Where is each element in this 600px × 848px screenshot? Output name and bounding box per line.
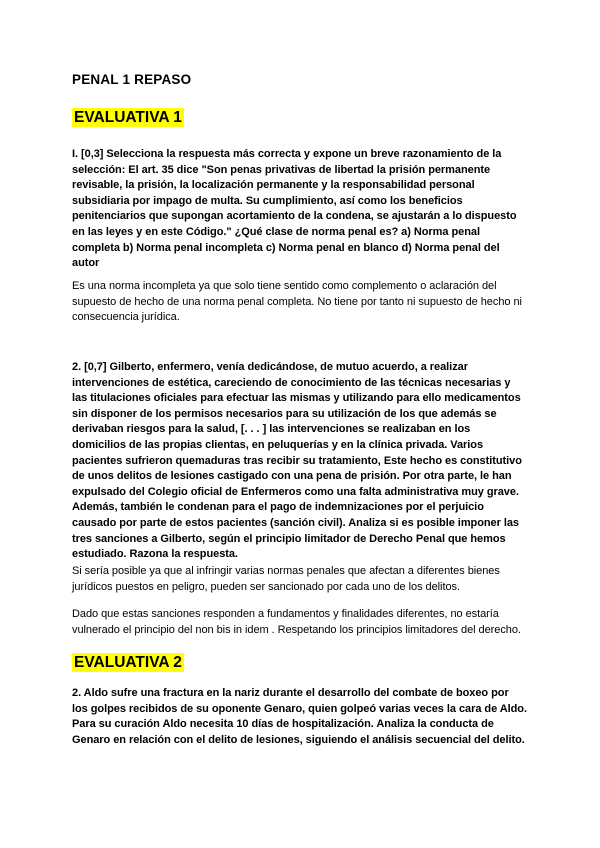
answer-2-paragraph-1: Si sería posible ya que al infringir varias normas penales que afectan a diferentes bienes jurídicos puestos en peligro, pueden ser sancionado por cada uno de los delitos. (72, 565, 500, 593)
document-title: PENAL 1 REPASO (72, 72, 192, 87)
question-3: 2. Aldo sufre una fractura en la nariz durante el desarrollo del combate de boxeo por los golpes recibidos de su oponente Genaro, quien golpeó varias veces la cara de Aldo. Para su curación Aldo necesita 10 días de hospitalización. Analiza la conducta de Genaro en relación con el delito de lesiones, siguiendo el análisis secuencial del delito. (72, 687, 527, 746)
answer-1: Es una norma incompleta ya que solo tiene sentido como complemento o aclaración del supuesto de hecho de una norma penal completa. No tiene por tanto ni supuesto de hecho ni consecuencia jurídica. (72, 280, 522, 324)
section-heading-evaluativa-2: EVALUATIVA 2 (74, 654, 182, 671)
section-heading-evaluativa-1: EVALUATIVA 1 (74, 109, 182, 126)
question-2: 2. [0,7] Gilberto, enfermero, venía dedicándose, de mutuo acuerdo, a realizar intervenciones de estética, careciendo de conocimiento de las técnicas necesarias y las titulaciones oficiales para efectuar las mismas y utilizando para ello medicamentos sin disponer de los permisos necesarios para su utilización de los que además se derivaban riesgos para la salud, [. . . ] las intervenciones se realizaban en los domicilios de las propias clientas, en peluquerías y en la clínica privada. Varios pacientes sufrieron quemaduras tras recibir su tratamiento, Este hecho es constitutivo de unos delitos de lesiones castigado con una pena de prisión. Por otra parte, le han expulsado del Colegio oficial de Enfermeros como una falta administrativa muy grave. Además, también le condenan para el pago de indemnizaciones por el perjuicio causado por parte de estos pacientes (sanción civil). Analiza si es posible imponer las tres sanciones a Gilberto, según el principio limitador de Derecho Penal que hemos estudiado. Razona la respuesta. (72, 361, 522, 561)
answer-2-paragraph-2: Dado que estas sanciones responden a fundamentos y finalidades diferentes, no estaría vulnerado el principio del non bis in idem . Respetando los principios limitadores del derecho. (72, 608, 521, 636)
question-1: I. [0,3] Selecciona la respuesta más correcta y expone un breve razonamiento de la selección: El art. 35 dice "Son penas privativas de libertad la prisión permanente revisable, la prisión, la localización permanente y la responsabilidad personal subsidiaria por impago de multa. Su cumplimiento, así como los beneficios penitenciarios que supongan acortamiento de la condena, se ajustarán a lo dispuesto en las leyes y en este Código." ¿Qué clase de norma penal es? a) Norma penal completa b) Norma penal incompleta c) Norma penal en blanco d) Norma penal del autor (72, 148, 517, 270)
